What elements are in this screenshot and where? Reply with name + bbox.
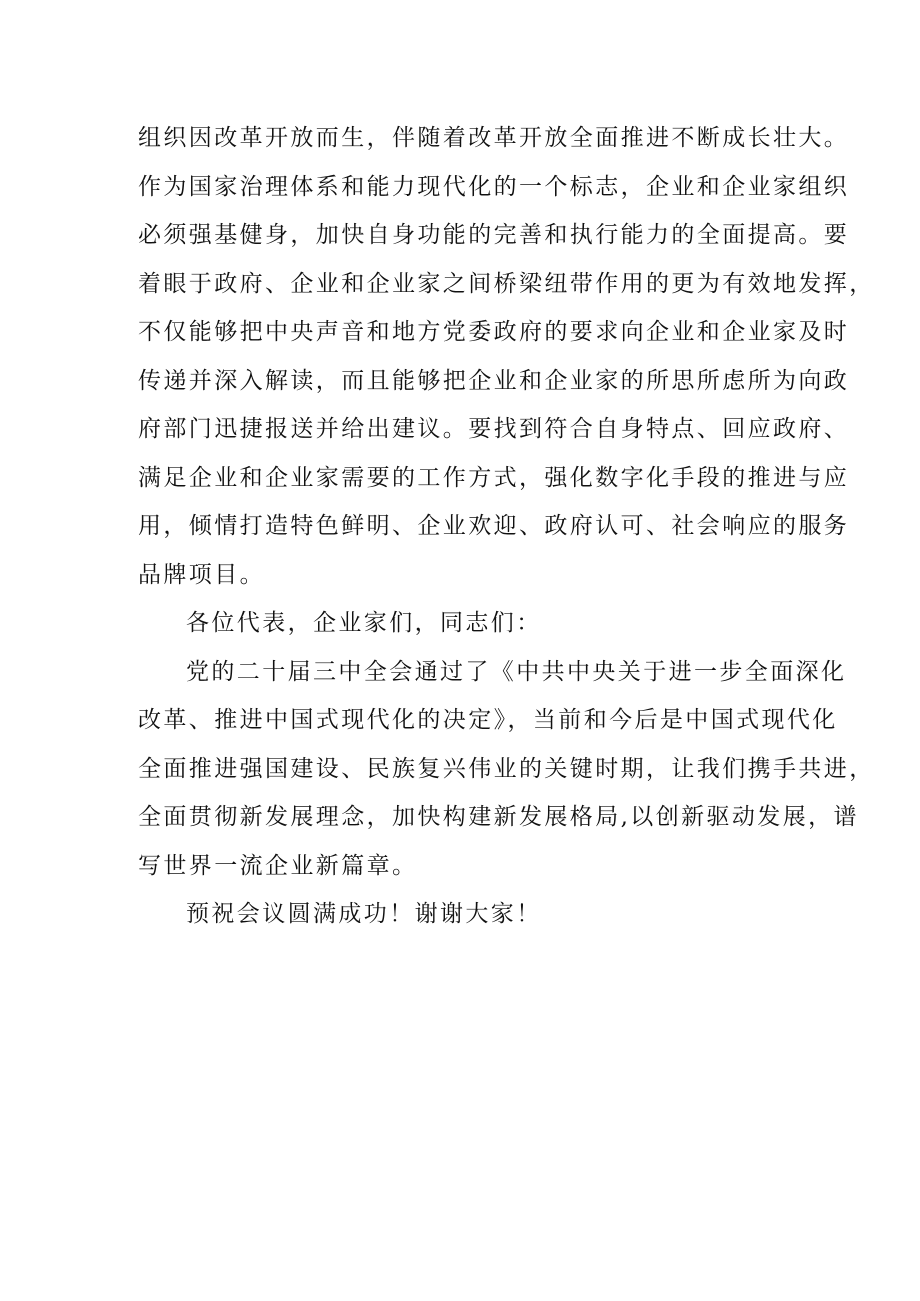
text-line: 全面推进强国建设、民族复兴伟业的关键时期，让我们携手共进， <box>138 755 875 782</box>
document-body <box>138 114 875 939</box>
text-line: 用，倾情打造特色鲜明、企业欢迎、政府认可、社会响应的服务 <box>138 513 850 539</box>
text-line: 各位代表，企业家们，同志们： <box>186 610 542 636</box>
text-line: 府部门迅捷报送并给出建议。要找到符合自身特点、回应政府、 <box>138 416 850 442</box>
text-line: 改革、推进中国式现代化的决定》，当前和今后是中国式现代化 <box>138 707 838 733</box>
text-line: 预祝会议圆满成功！谢谢大家！ <box>186 901 542 927</box>
text-line: 满足企业和企业家需要的工作方式，强化数字化手段的推进与应 <box>138 464 850 491</box>
text-line: 组织因改革开放而生，伴随着改革开放全面推进不断成长壮大。 <box>138 125 850 151</box>
text-line: 写世界一流企业新篇章。 <box>138 852 418 879</box>
text-line: 着眼于政府、企业和企业家之间桥梁纽带作用的更为有效地发挥， <box>138 270 875 297</box>
text-line: 必须强基健身，加快自身功能的完善和执行能力的全面提高。要 <box>138 222 850 248</box>
paragraph-salutation <box>138 599 798 648</box>
text-line: 全面贯彻新发展理念，加快构建新发展格局,以创新驱动发展，谱 <box>138 804 859 830</box>
text-line: 传递并深入解读，而且能够把企业和企业家的所思所虑所为向政 <box>138 367 850 394</box>
text-line: 品牌项目。 <box>138 561 265 588</box>
paragraph-organization-role <box>138 114 875 599</box>
paragraph-plenum-decision <box>138 648 875 891</box>
paragraph-closing-wish <box>138 890 798 939</box>
text-line: 作为国家治理体系和能力现代化的一个标志，企业和企业家组织 <box>138 173 850 200</box>
text-line: 不仅能够把中央声音和地方党委政府的要求向企业和企业家及时 <box>138 319 850 345</box>
text-line: 党的二十届三中全会通过了《中共中央关于进一步全面深化 <box>186 658 847 685</box>
